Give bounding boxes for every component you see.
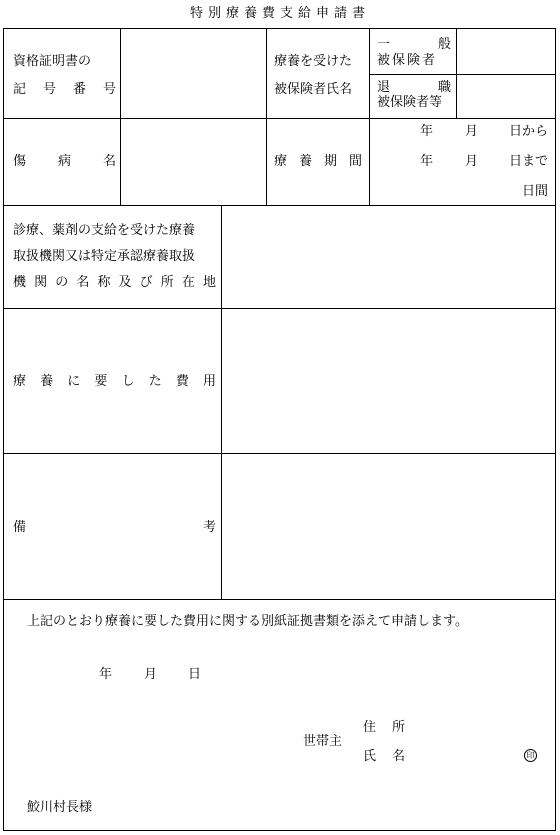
institution-label-line1: 診療、薬剤の支給を受けた療養 [13,223,196,238]
column-divider [120,29,121,205]
period-from-year: 年 [420,124,434,139]
type-retired-bottom: 被保険者等 [377,95,443,110]
period-from-month: 月 [465,124,479,139]
type-retired-top: 退 職 [377,80,451,95]
row-divider [4,599,555,600]
treatment-period-label: 療 養 期 間 [274,154,362,169]
disease-name-label: 傷 病 名 [13,154,116,169]
remarks-label: 備 考 [13,520,216,535]
institution-label-line2: 取扱機関又は特定承認療養取扱 [13,249,196,264]
insured-name-label-line1: 療養を受けた [274,54,353,69]
type-general-bottom: 被保険者 [377,53,438,68]
institution-label-line3: 機 関 の 名 称 及 び 所 在 地 [13,275,216,290]
row-divider [4,205,555,206]
cert-number-label-line2: 記 号 番 号 [13,82,116,97]
row-divider [4,118,555,119]
addressee: 鮫川村長様 [27,800,93,815]
cert-number-label-line1: 資格証明書の [13,54,92,69]
seal-mark-icon: 印 [524,749,537,762]
insured-name-label-line2: 被保険者氏名 [274,82,353,97]
application-form [3,28,556,831]
column-divider [369,29,370,205]
row-divider [4,308,555,309]
form-title: 特別療養費支給申請書 [189,6,370,21]
type-general-top: 一 般 [377,37,451,52]
date-month: 月 [144,667,158,682]
period-from-day: 日から [509,124,549,139]
treatment-cost-label: 療 養 に 要 し た 費 用 [13,374,216,389]
column-divider [221,205,222,599]
period-to-day: 日まで [509,154,549,169]
row-divider [4,453,555,454]
period-to-month: 月 [465,154,479,169]
period-to-year: 年 [420,154,434,169]
column-divider [266,29,267,205]
address-label: 住 所 [363,720,405,735]
date-day: 日 [188,667,202,682]
period-days: 日間 [522,184,549,199]
date-year: 年 [99,667,113,682]
column-divider [456,29,457,118]
householder-label: 世帯主 [303,734,343,749]
type-divider [369,74,555,75]
application-statement: 上記のとおり療養に要した費用に関する別紙証拠書類を添えて申請します。 [27,614,468,629]
name-label: 氏 名 [363,749,405,764]
